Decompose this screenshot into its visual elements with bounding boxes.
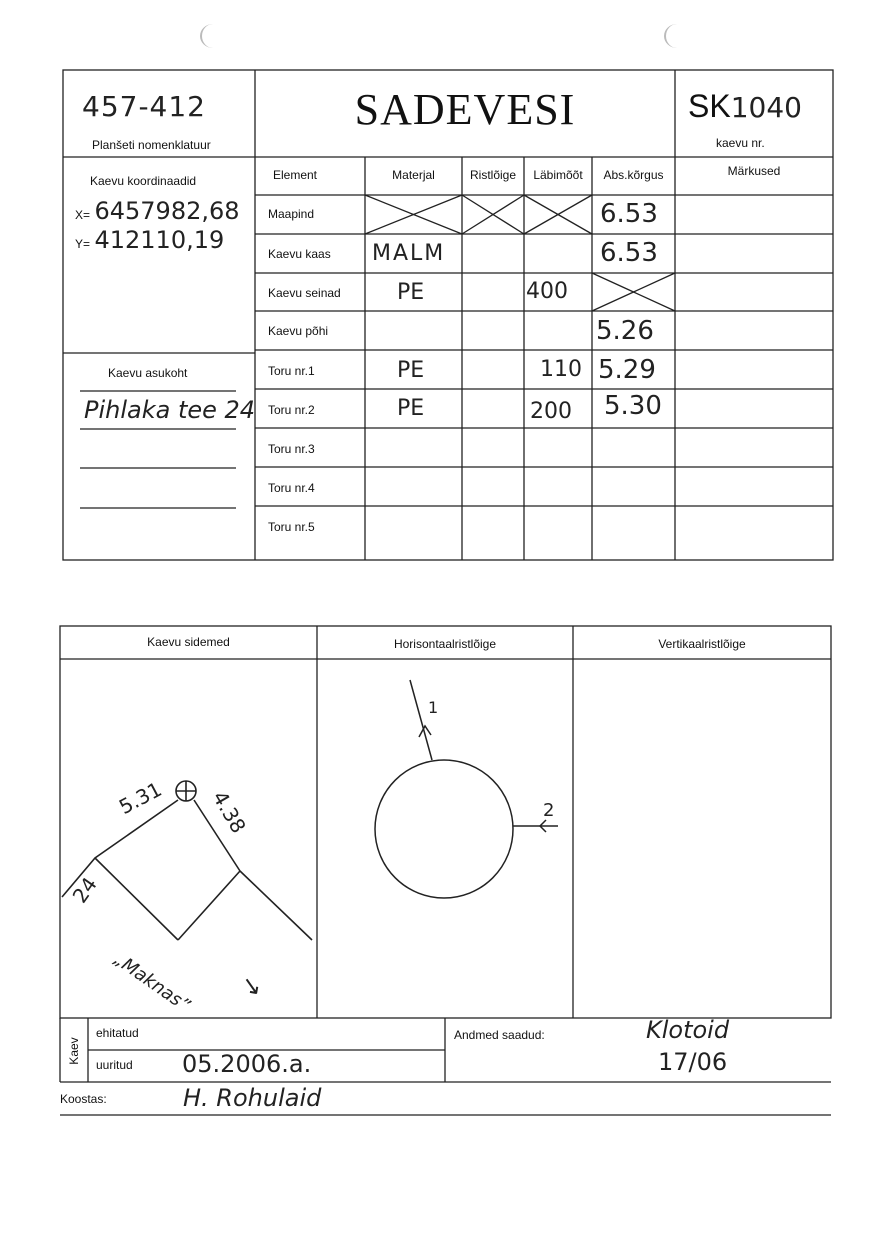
diameter-value: 200 — [530, 399, 572, 424]
section-sidemed: Kaevu sidemed — [147, 635, 230, 649]
coord-x-value: 6457982,68 — [94, 197, 240, 225]
andmed-label: Andmed saadud: — [454, 1028, 545, 1042]
abs-value: 6.53 — [600, 199, 658, 229]
horizontal-section-drawing — [375, 680, 558, 898]
sheet-number: 457-412 — [82, 90, 206, 123]
location-value: Pihlaka tee 24 — [84, 396, 256, 424]
pipe-2-label: 2 — [543, 800, 555, 821]
row-element-label: Kaevu kaas — [268, 247, 331, 261]
coord-x — [75, 197, 240, 225]
well-label: kaevu nr. — [716, 136, 765, 150]
well-prefix: SK — [688, 88, 731, 124]
sketch-north-mark: ↓ — [235, 969, 269, 1005]
diameter-value: 400 — [526, 279, 568, 304]
location-sketch — [62, 781, 312, 940]
section-horizontal: Horisontaalristlõige — [393, 637, 497, 651]
row-element-label: Maapind — [268, 207, 315, 221]
coord-y — [75, 226, 224, 254]
page-title: SADEVESI — [354, 85, 576, 134]
abs-value: 6.53 — [600, 238, 658, 268]
materjal-value: MALM — [372, 241, 446, 266]
row-element-label: Toru nr.4 — [268, 481, 315, 495]
abs-value: 5.30 — [604, 391, 662, 421]
koostas-label: Koostas: — [60, 1092, 107, 1106]
pipe-1-label: 1 — [428, 698, 439, 717]
abs-value: 5.26 — [596, 316, 654, 346]
sketch-distance-b: 4.38 — [207, 786, 251, 838]
koostas-value: H. Rohulaid — [183, 1084, 322, 1112]
row-element-label: Toru nr.2 — [268, 403, 315, 417]
col-ristloige: Ristlõige — [469, 168, 517, 182]
materjal-value: PE — [397, 396, 425, 421]
diameter-value: 110 — [540, 357, 582, 382]
materjal-value: PE — [397, 280, 425, 305]
andmed-value-line1: Klotoid — [646, 1016, 730, 1044]
coord-x-label: X= — [75, 208, 91, 222]
coordinates-label: Kaevu koordinaadid — [90, 174, 197, 188]
andmed-value-line2: 17/06 — [658, 1048, 728, 1076]
uuritud-value: 05.2006.a. — [182, 1050, 312, 1078]
col-markused: Märkused — [727, 164, 781, 178]
col-labimoot: Läbimõõt — [533, 168, 583, 182]
sketch-house-number: 24 — [67, 872, 102, 908]
kaev-label: Kaev — [67, 1037, 81, 1065]
well-number — [688, 88, 823, 125]
well-number-handwritten: 1040 — [730, 91, 802, 124]
coord-y-value: 412110,19 — [94, 226, 225, 254]
section-vertical: Vertikaalristlõige — [658, 637, 746, 651]
row-element-label: Kaevu põhi — [268, 324, 329, 338]
abs-value: 5.29 — [598, 355, 656, 385]
col-materjal: Materjal — [392, 168, 435, 182]
sketch-building-name: „Maknas” — [109, 948, 194, 1017]
coord-y-label: Y= — [75, 237, 91, 251]
uuritud-label: uuritud — [96, 1058, 133, 1072]
row-element-label: Toru nr.3 — [268, 442, 315, 456]
sheet-label: Planšeti nomenklatuur — [92, 138, 211, 152]
materjal-value: PE — [397, 358, 425, 383]
ehitatud-label: ehitatud — [96, 1026, 139, 1040]
sketch-distance-a: 5.31 — [114, 776, 166, 820]
col-abs-korgus: Abs.kõrgus — [603, 168, 664, 182]
col-element: Element — [272, 168, 318, 182]
row-element-label: Kaevu seinad — [268, 286, 341, 300]
row-element-label: Toru nr.1 — [268, 364, 315, 378]
location-label: Kaevu asukoht — [108, 366, 188, 380]
row-element-label: Toru nr.5 — [268, 520, 315, 534]
